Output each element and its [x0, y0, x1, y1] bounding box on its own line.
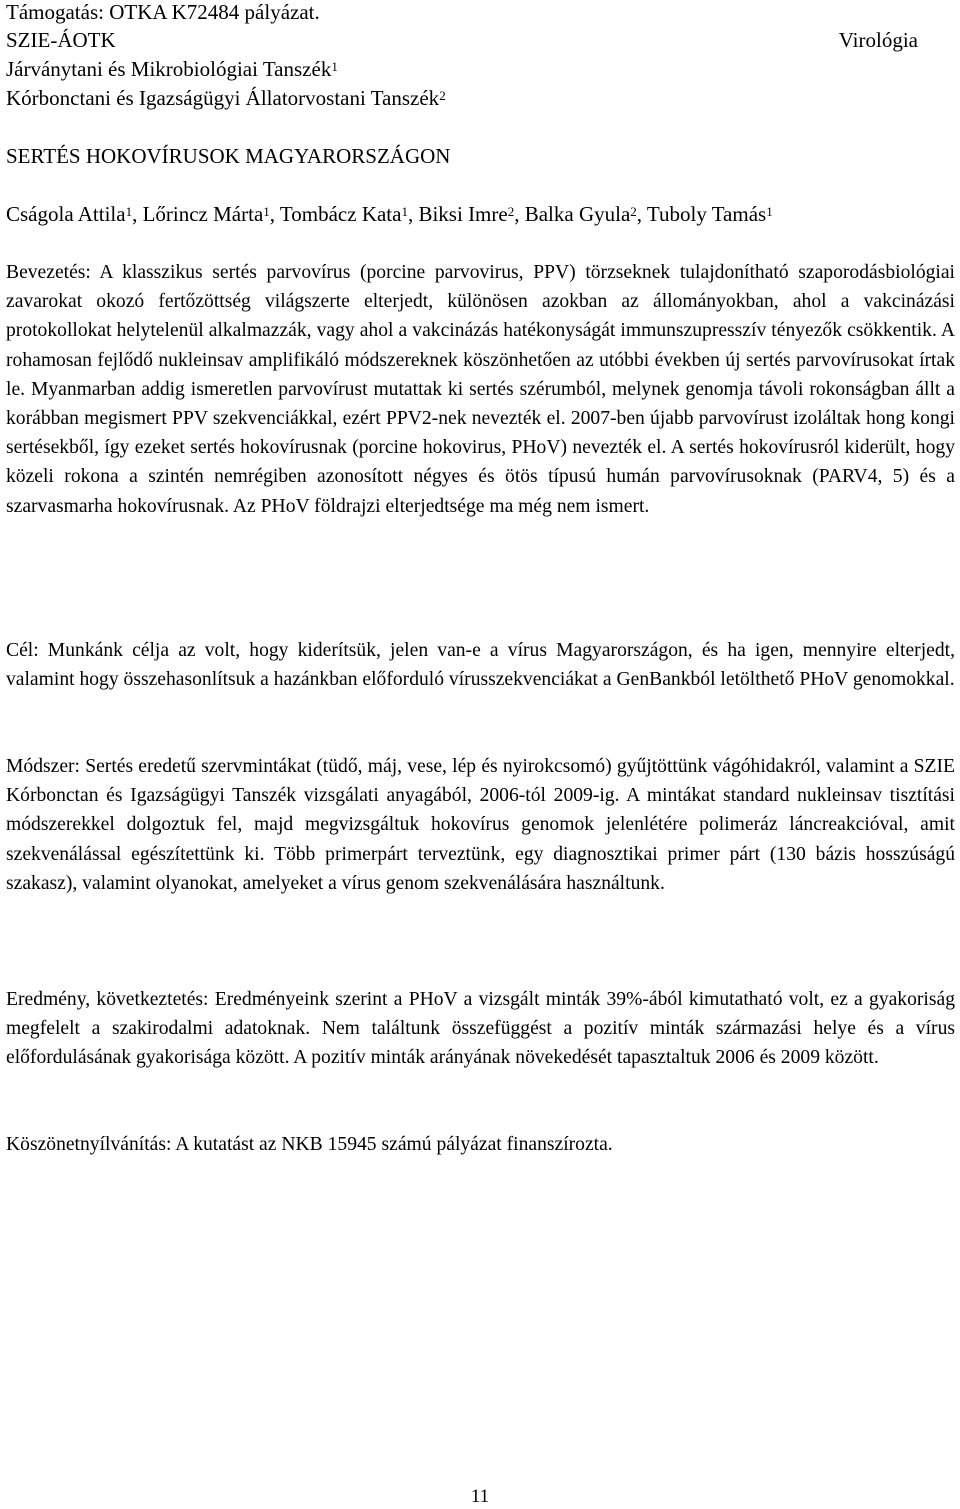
method-section — [6, 752, 955, 898]
department-2-sup: 2 — [439, 88, 446, 103]
section-label: Virológia — [838, 28, 918, 52]
author: Tombácz Kata$^1$, — [279, 202, 419, 226]
aim-text: Cél: Munkánk célja az volt, hogy kiderítsük, jelen van-e a vírus Magyarországon, és ha igen, mennyire elterjedt, valamint hogy összehasonlítsuk a hazánkban előforduló vírusszekvenciákat a GenBankból letölthető PHoV genomokkal. — [6, 640, 955, 691]
author: Balka Gyula$^2$, — [524, 202, 647, 226]
acknowledgement-section — [6, 1130, 955, 1159]
page-title: SERTÉS HOKOVÍRUSOK MAGYARORSZÁGON — [6, 144, 451, 168]
support-line: Támogatás: OTKA K72484 pályázat. — [6, 0, 320, 24]
results-text: Eredmény, következtetés: Eredményeink szerint a PHoV a vizsgált minták 39%-ából kimutatható volt, ez a gyakoriság megfelelt a szakirodalmi adatoknak. Nem találtunk összefüggést a pozitív minták származási helye és a vírus előfordulásának gyakorisága között. A pozitív minták arányának növekedését tapasztaltuk 2006 és 2009 között. — [6, 989, 955, 1069]
page-number: 11 — [470, 1486, 490, 1507]
institution: SZIE-ÁOTK — [6, 28, 116, 52]
author: Cságola Attila$^1$, — [6, 202, 143, 226]
author-list — [6, 202, 773, 226]
department-2-name: Kórbonctani és Igazságügyi Állatorvostani Tanszék — [6, 86, 440, 110]
results-section — [6, 985, 955, 1073]
author: Tuboly Tamás$^1$ — [646, 202, 773, 226]
method-text: Módszer: Sertés eredetű szervmintákat (tüdő, máj, vese, lép és nyirokcsomó) gyűjtöttünk vágóhidakról, valamint a SZIE Kórbonctan és Igazságügyi Tanszék vizsgálati anyagából, 2006-tól 2009-ig. A mintákat standard nukleinsav tisztítási módszerekkel dolgoztuk fel, majd megvizsgáltuk hokovírus genomok jelenlétére polimeráz láncreakcióval, amit szekvenálással egészítettünk ki. Több primerpárt terveztünk, egy diagnosztikai primer párt (130 bázis hosszúságú szakasz), valamint olyanokat, amelyeket a vírus genom szekvenálására használtunk. — [6, 756, 955, 894]
author: Biksi Imre$^2$, — [418, 202, 525, 226]
department-1-sup: 1 — [331, 59, 338, 74]
department-2 — [6, 86, 446, 110]
author: Lőrincz Márta$^1$, — [142, 202, 280, 226]
aim-section — [6, 636, 955, 694]
introduction-section — [6, 258, 955, 521]
acknowledgement-text: Köszönetnyílvánítás: A kutatást az NKB 15945 számú pályázat finanszírozta. — [6, 1134, 613, 1155]
department-1 — [6, 57, 338, 81]
department-1-name: Járványtani és Mikrobiológiai Tanszék — [6, 57, 332, 81]
introduction-text: Bevezetés: A klasszikus sertés parvovírus (porcine parvovirus, PPV) törzseknek tulajdonítható szaporodásbiológiai zavarokat okozó fertőzöttség világszerte elterjedt, különösen azokban az állományokban, ahol a vakcinázási protokollokat helytelenül alkalmazzák, vagy ahol a vakcinázás hatékonyságát immunszupresszív tényezők csökkentik. A rohamosan fejlődő nukleinsav amplifikáló módszereknek köszönhetően az utóbbi években új sertés parvovírusokat írtak le. Myanmarban addig ismeretlen parvovírust mutattak ki sertés szérumból, melynek genomja távoli rokonságban állt a korábban megismert PPV szekvenciákkal, ezért PPV2-nek nevezték el. 2007-ben újabb parvovírust izoláltak hong kongi sertésekből, így ezeket sertés hokovírusnak (porcine hokovirus, PHoV) nevezték el. A sertés hokovírusról kiderült, hogy közeli rokona a szintén nemrégiben azonosított négyes és ötös típusú humán parvovírusoknak (PARV4, 5) és a szarvasmarha hokovírusnak. Az PHoV földrajzi elterjedtsége ma még nem ismert. — [6, 262, 955, 517]
